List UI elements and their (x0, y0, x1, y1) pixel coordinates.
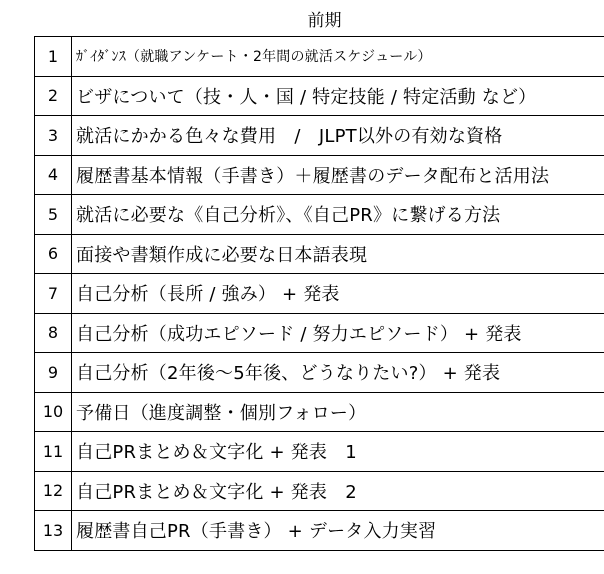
table-row (35, 116, 604, 156)
row-number: 5 (35, 195, 72, 235)
row-number: 9 (35, 353, 72, 393)
table-row (35, 274, 604, 314)
table-row (35, 392, 604, 432)
table-row (35, 353, 604, 393)
table-row (35, 76, 604, 116)
term-header-label: 前期 (307, 10, 342, 31)
table-row (35, 313, 604, 353)
schedule-sheet (34, 0, 604, 551)
row-topic: 面接や書類作成に必要な日本語表現 (72, 234, 604, 274)
table-row (35, 37, 604, 77)
row-topic: 就活にかかる色々な費用 / JLPT以外の有効な資格 (72, 116, 604, 156)
row-topic: 履歴書基本情報（手書き）＋履歴書のデータ配布と活用法 (72, 155, 604, 195)
table-row (35, 195, 604, 235)
row-topic: ビザについて（技・人・国 / 特定技能 / 特定活動 など） (72, 76, 604, 116)
row-topic: 履歴書自己PR（手書き） + データ入力実習 (72, 511, 604, 551)
table-row (35, 511, 604, 551)
row-number: 1 (35, 37, 72, 77)
row-number: 6 (35, 234, 72, 274)
row-number: 11 (35, 432, 72, 472)
row-topic: 自己PRまとめ＆文字化 + 発表 1 (72, 432, 604, 472)
term-header (35, 0, 604, 37)
row-number: 13 (35, 511, 72, 551)
table-row (35, 155, 604, 195)
header-row (35, 0, 604, 37)
row-number: 8 (35, 313, 72, 353)
row-number: 2 (35, 76, 72, 116)
row-topic: 予備日（進度調整・個別フォロー） (72, 392, 604, 432)
row-topic: ｶﾞｲﾀﾞﾝｽ（就職アンケート・2年間の就活スケジュール） (72, 37, 604, 77)
schedule-table (34, 0, 604, 551)
row-topic: 自己分析（長所 / 強み） + 発表 (72, 274, 604, 314)
row-number: 3 (35, 116, 72, 156)
row-number: 10 (35, 392, 72, 432)
table-row (35, 432, 604, 472)
table-row (35, 234, 604, 274)
row-topic: 自己分析（成功エピソード / 努力エピソード） + 発表 (72, 313, 604, 353)
row-topic: 自己PRまとめ＆文字化 + 発表 2 (72, 471, 604, 511)
row-number: 7 (35, 274, 72, 314)
row-number: 4 (35, 155, 72, 195)
row-topic: 就活に必要な《自己分析》、《自己PR》に繋げる方法 (72, 195, 604, 235)
table-row (35, 471, 604, 511)
row-number: 12 (35, 471, 72, 511)
row-topic: 自己分析（2年後～5年後、どうなりたい?） + 発表 (72, 353, 604, 393)
sheet-margin (0, 0, 34, 574)
